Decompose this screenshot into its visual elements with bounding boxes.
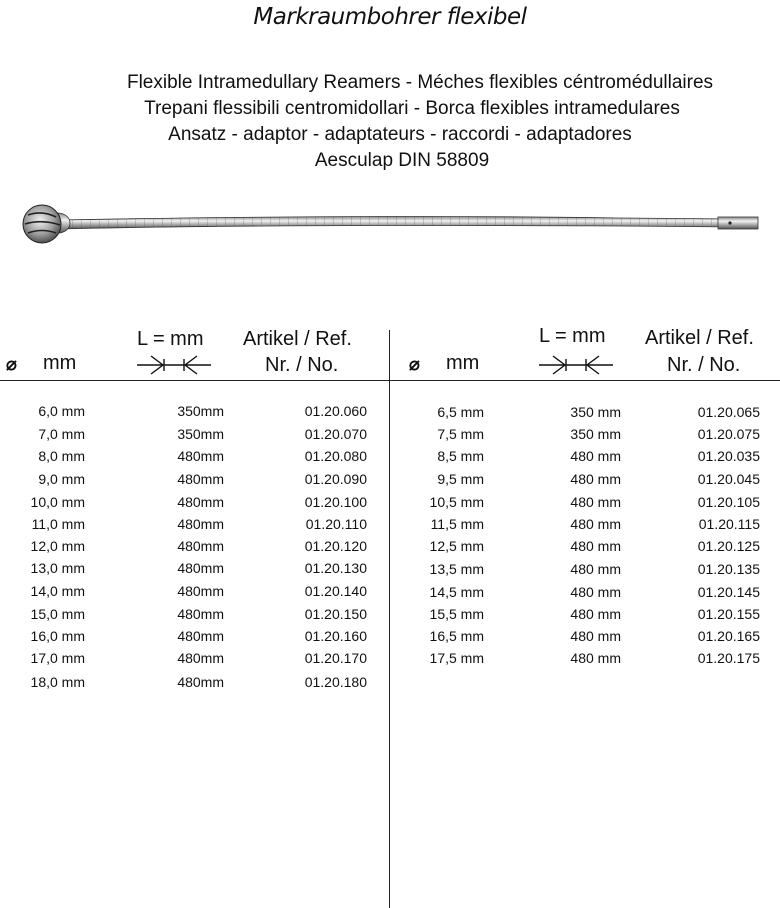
diameter-cell: 11,0 mm <box>31 516 85 532</box>
length-cell: 480 mm <box>570 471 621 487</box>
ref-number-cell: 01.20.080 <box>304 448 367 464</box>
ref-number-cell: 01.20.065 <box>697 404 760 420</box>
diameter-cell: 9,5 mm <box>437 471 484 487</box>
diameter-cell: 9,0 mm <box>38 471 85 487</box>
subtitle-italian-spanish: Trepani flessibili centromidollari - Borca flexibles intramedulares <box>144 98 680 119</box>
length-cell: 480 mm <box>570 650 621 666</box>
diameter-cell: 7,5 mm <box>437 426 484 442</box>
length-header: L = mm <box>137 328 204 350</box>
ref-number-cell: 01.20.060 <box>304 403 367 419</box>
length-cell: 480mm <box>177 471 224 487</box>
length-header: L = mm <box>539 325 606 347</box>
diameter-cell: 10,5 mm <box>429 494 484 510</box>
diameter-cell: 10,0 mm <box>30 494 85 510</box>
ref-header-line1: Artikel / Ref. <box>645 327 754 349</box>
diameter-cell: 16,0 mm <box>30 628 85 644</box>
ref-number-cell: 01.20.125 <box>697 538 760 554</box>
ref-number-cell: 01.20.045 <box>697 471 760 487</box>
length-cell: 480 mm <box>570 448 621 464</box>
ref-number-cell: 01.20.180 <box>304 674 367 690</box>
diameter-cell: 17,5 mm <box>429 650 484 666</box>
ref-number-cell: 01.20.175 <box>697 650 760 666</box>
diameter-cell: 14,0 mm <box>30 583 85 599</box>
length-cell: 480mm <box>177 538 224 554</box>
ref-number-cell: 01.20.115 <box>698 516 760 532</box>
ref-number-cell: 01.20.150 <box>304 606 367 622</box>
length-cell: 350mm <box>177 426 224 442</box>
length-cell: 350 mm <box>570 404 621 420</box>
length-cell: 480mm <box>177 560 224 576</box>
length-cell: 480 mm <box>570 494 621 510</box>
length-cell: 480mm <box>177 674 224 690</box>
header-divider <box>0 380 780 381</box>
page-title: Markraumbohrer flexibel <box>253 4 527 30</box>
length-arrows-icon <box>137 354 211 376</box>
diameter-cell: 13,5 mm <box>429 561 484 577</box>
diameter-icon: ⌀ <box>409 354 420 374</box>
ref-number-cell: 01.20.140 <box>304 583 367 599</box>
ref-number-cell: 01.20.035 <box>697 448 760 464</box>
diameter-cell: 13,0 mm <box>30 560 85 576</box>
column-divider <box>389 330 390 908</box>
length-cell: 480mm <box>177 494 224 510</box>
diameter-unit-label: mm <box>43 352 77 374</box>
length-cell: 480mm <box>177 628 224 644</box>
diameter-cell: 11,5 mm <box>430 516 484 532</box>
subtitle-adaptor: Ansatz - adaptor - adaptateurs - raccordi - adaptadores <box>168 124 632 145</box>
ref-header-line2: Nr. / No. <box>667 354 741 376</box>
ref-number-cell: 01.20.155 <box>697 606 760 622</box>
length-cell: 480 mm <box>570 584 621 600</box>
diameter-cell: 8,0 mm <box>38 448 85 464</box>
ref-number-cell: 01.20.145 <box>697 584 760 600</box>
ref-number-cell: 01.20.120 <box>304 538 367 554</box>
length-cell: 350mm <box>177 403 224 419</box>
length-cell: 350 mm <box>570 426 621 442</box>
reamer-illustration <box>18 195 763 245</box>
diameter-cell: 7,0 mm <box>38 426 85 442</box>
ref-number-cell: 01.20.075 <box>697 426 760 442</box>
diameter-cell: 12,0 mm <box>30 538 85 554</box>
ref-number-cell: 01.20.160 <box>304 628 367 644</box>
ref-header-line2: Nr. / No. <box>265 354 339 376</box>
diameter-cell: 16,5 mm <box>429 628 484 644</box>
subtitle-english-french: Flexible Intramedullary Reamers - Méches flexibles céntromédullaires <box>126 72 714 93</box>
length-cell: 480mm <box>177 650 224 666</box>
ref-number-cell: 01.20.165 <box>697 628 760 644</box>
ref-number-cell: 01.20.130 <box>304 560 367 576</box>
diameter-cell: 8,5 mm <box>437 448 484 464</box>
length-cell: 480 mm <box>570 516 621 532</box>
diameter-cell: 12,5 mm <box>429 538 484 554</box>
length-arrows-icon <box>539 354 613 376</box>
ref-number-cell: 01.20.135 <box>697 561 760 577</box>
length-cell: 480 mm <box>570 606 621 622</box>
diameter-cell: 17,0 mm <box>30 650 85 666</box>
ref-number-cell: 01.20.170 <box>304 650 367 666</box>
diameter-cell: 18,0 mm <box>30 674 85 690</box>
diameter-cell: 6,0 mm <box>38 403 85 419</box>
ref-number-cell: 01.20.090 <box>304 471 367 487</box>
diameter-cell: 14,5 mm <box>429 584 484 600</box>
ref-number-cell: 01.20.070 <box>304 426 367 442</box>
subtitle-din: Aesculap DIN 58809 <box>314 150 490 171</box>
length-cell: 480mm <box>177 448 224 464</box>
length-cell: 480mm <box>177 516 224 532</box>
length-cell: 480 mm <box>570 561 621 577</box>
length-cell: 480 mm <box>570 538 621 554</box>
diameter-cell: 15,5 mm <box>429 606 484 622</box>
length-cell: 480 mm <box>570 628 621 644</box>
diameter-cell: 15,0 mm <box>30 606 85 622</box>
diameter-unit-label: mm <box>446 352 480 374</box>
ref-number-cell: 01.20.105 <box>697 494 760 510</box>
length-cell: 480mm <box>177 583 224 599</box>
ref-number-cell: 01.20.100 <box>304 494 367 510</box>
length-cell: 480mm <box>177 606 224 622</box>
ref-number-cell: 01.20.110 <box>305 516 367 532</box>
diameter-cell: 6,5 mm <box>437 404 484 420</box>
diameter-icon: ⌀ <box>6 354 17 374</box>
ref-header-line1: Artikel / Ref. <box>243 328 352 350</box>
